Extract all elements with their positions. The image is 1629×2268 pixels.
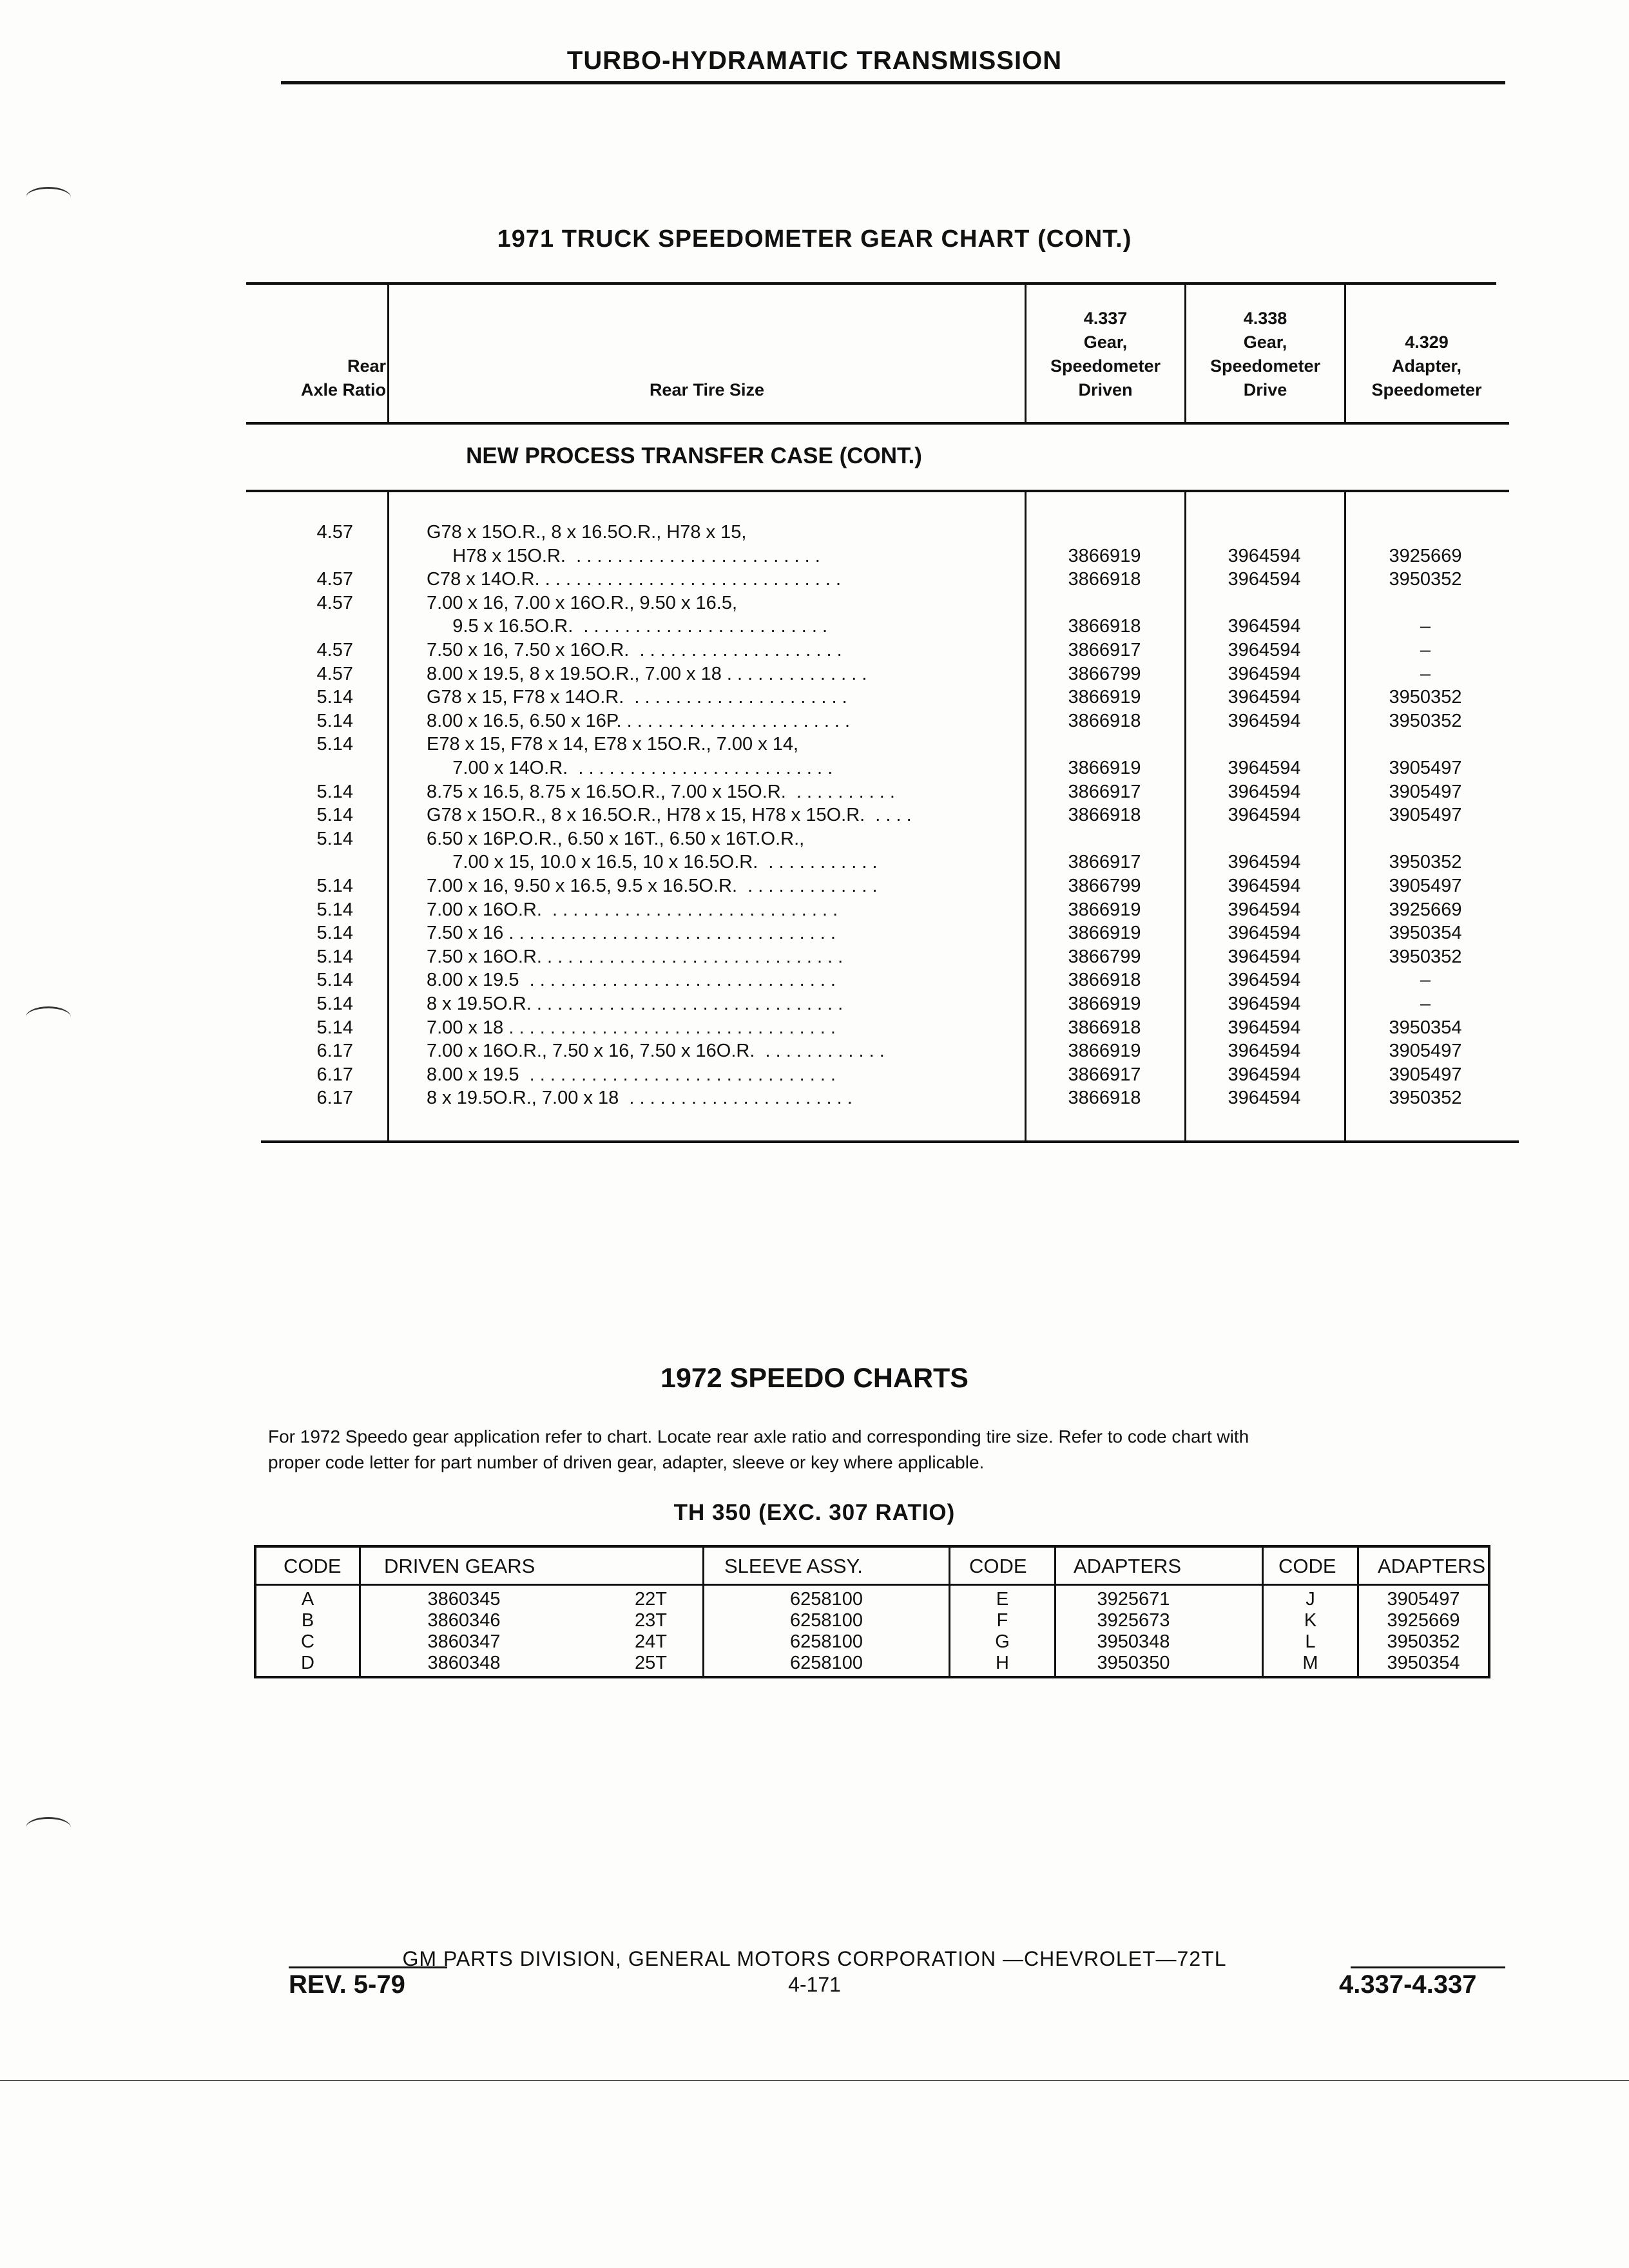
code-table-top bbox=[254, 1545, 1490, 1548]
driven-gear-cell: 3866918 bbox=[1068, 1017, 1141, 1038]
adapter-cell: 3905497 bbox=[1389, 758, 1462, 778]
tire-size-cell: 7.00 x 16O.R. . . . . . . . . . . . . . . . . . . . . . . . . . . . . bbox=[427, 899, 838, 920]
tooth-count-cell: 22T bbox=[635, 1589, 667, 1610]
tire-size-cell: 6.50 x 16P.O.R., 6.50 x 16T., 6.50 x 16T.O.R., bbox=[427, 828, 805, 849]
tire-size-cell: 7.00 x 15, 10.0 x 16.5, 10 x 16.5O.R. . . . . . . . . . . . bbox=[427, 852, 878, 873]
driven-gear-cell: 3866919 bbox=[1068, 758, 1141, 778]
drive-gear-cell: 3964594 bbox=[1228, 640, 1301, 660]
adapter-cell: – bbox=[1420, 970, 1431, 991]
tire-size-cell: 8.00 x 19.5 . . . . . . . . . . . . . . . . . . . . . . . . . . . . . . bbox=[427, 1064, 836, 1085]
driven-gear-cell: 3866918 bbox=[1068, 710, 1141, 731]
adapter-part-cell: 3925669 bbox=[1387, 1610, 1460, 1631]
adapter-cell: 3950352 bbox=[1389, 946, 1462, 967]
driven-gear-part-cell: 3860347 bbox=[427, 1631, 501, 1652]
driven-gear-cell: 3866919 bbox=[1068, 923, 1141, 944]
driven-gear-cell: 3866799 bbox=[1068, 946, 1141, 967]
code-letter-cell: D bbox=[301, 1653, 314, 1673]
axle-ratio-cell: 5.14 bbox=[316, 734, 353, 755]
tooth-count-cell: 24T bbox=[635, 1631, 667, 1652]
driven-gear-cell: 3866919 bbox=[1068, 545, 1141, 566]
section-subtitle: NEW PROCESS TRANSFER CASE (CONT.) bbox=[466, 443, 922, 468]
col-header-drive-line3: Speedometer bbox=[1210, 356, 1321, 376]
driven-gear-part-cell: 3860345 bbox=[427, 1589, 501, 1610]
driven-gear-cell: 3866918 bbox=[1068, 569, 1141, 590]
axle-ratio-cell: 4.57 bbox=[316, 663, 353, 684]
driven-gear-cell: 3866918 bbox=[1068, 1088, 1141, 1109]
adapter-part-cell: 3950352 bbox=[1387, 1631, 1460, 1652]
col-header-adapter-line1: 4.329 bbox=[1405, 332, 1449, 352]
adapter-cell: 3925669 bbox=[1389, 899, 1462, 920]
sleeve-part-cell: 6258100 bbox=[790, 1631, 863, 1652]
tire-size-cell: 7.00 x 18 . . . . . . . . . . . . . . . . . . . . . . . . . . . . . . . . bbox=[427, 1017, 836, 1038]
adapter-cell: 3950352 bbox=[1389, 687, 1462, 708]
adapter-cell: – bbox=[1420, 994, 1431, 1014]
chart1-top-rule bbox=[246, 282, 1496, 285]
tire-size-cell: 7.50 x 16 . . . . . . . . . . . . . . . . . . . . . . . . . . . . . . . . bbox=[427, 923, 836, 944]
driven-gear-cell: 3866917 bbox=[1068, 640, 1141, 660]
tire-size-cell: E78 x 15, F78 x 14, E78 x 15O.R., 7.00 x 14, bbox=[427, 734, 799, 755]
adapter-part-cell: 3950354 bbox=[1387, 1653, 1460, 1673]
code-table-header-rule bbox=[254, 1584, 1490, 1586]
col-header-axle-ratio bbox=[247, 354, 386, 402]
drive-gear-cell: 3964594 bbox=[1228, 1017, 1301, 1038]
code-letter-cell: M bbox=[1302, 1653, 1318, 1673]
sleeve-part-cell: 6258100 bbox=[790, 1589, 863, 1610]
tire-size-cell: 8.00 x 19.5, 8 x 19.5O.R., 7.00 x 18 . . . . . . . . . . . . . . bbox=[427, 663, 867, 684]
chart1-body-vline-3 bbox=[1184, 491, 1186, 1142]
code-header-driven-gears: DRIVEN GEARS bbox=[384, 1555, 535, 1577]
tire-size-cell: 7.00 x 16, 9.50 x 16.5, 9.5 x 16.5O.R. . . . . . . . . . . . . . bbox=[427, 876, 878, 896]
code-letter-cell: H bbox=[996, 1653, 1009, 1673]
tire-size-cell: G78 x 15O.R., 8 x 16.5O.R., H78 x 15, bbox=[427, 522, 747, 543]
adapter-cell: 3950354 bbox=[1389, 1017, 1462, 1038]
drive-gear-cell: 3964594 bbox=[1228, 545, 1301, 566]
axle-ratio-cell: 5.14 bbox=[316, 923, 353, 944]
drive-gear-cell: 3964594 bbox=[1228, 923, 1301, 944]
code-letter-cell: G bbox=[995, 1631, 1010, 1652]
tire-size-cell: 8 x 19.5O.R., 7.00 x 18 . . . . . . . . . . . . . . . . . . . . . . bbox=[427, 1088, 853, 1109]
drive-gear-cell: 3964594 bbox=[1228, 852, 1301, 873]
footer-revision: REV. 5-79 bbox=[289, 1970, 405, 1999]
punch-mark-bottom bbox=[26, 1817, 71, 1838]
axle-ratio-cell: 6.17 bbox=[316, 1064, 353, 1085]
adapter-cell: 3925669 bbox=[1389, 545, 1462, 566]
speedo-note-line2: proper code letter for part number of driven gear, adapter, sleeve or key where applicable. bbox=[268, 1452, 985, 1472]
col-header-driven-line1: 4.337 bbox=[1083, 309, 1128, 328]
driven-gear-cell: 3866919 bbox=[1068, 994, 1141, 1014]
tire-size-cell: 9.5 x 16.5O.R. . . . . . . . . . . . . . . . . . . . . . . . . bbox=[427, 616, 828, 637]
adapter-part-cell: 3950348 bbox=[1097, 1631, 1170, 1652]
code-letter-cell: C bbox=[301, 1631, 314, 1652]
adapter-cell: 3950352 bbox=[1389, 569, 1462, 590]
adapter-cell: – bbox=[1420, 616, 1431, 637]
drive-gear-cell: 3964594 bbox=[1228, 876, 1301, 896]
code-letter-cell: F bbox=[996, 1610, 1008, 1631]
speedo-note bbox=[268, 1424, 1518, 1475]
tire-size-cell: H78 x 15O.R. . . . . . . . . . . . . . . . . . . . . . . . . bbox=[427, 545, 820, 566]
col-header-driven bbox=[1027, 307, 1184, 402]
axle-ratio-cell: 6.17 bbox=[316, 1088, 353, 1109]
footer-publisher: GM PARTS DIVISION, GENERAL MOTORS CORPORATION —CHEVROLET—72TL bbox=[402, 1947, 1227, 1970]
drive-gear-cell: 3964594 bbox=[1228, 758, 1301, 778]
chart1-body-vline-1 bbox=[387, 491, 389, 1142]
code-header-code2: CODE bbox=[969, 1555, 1027, 1577]
chart1-vline-1 bbox=[387, 282, 389, 423]
drive-gear-cell: 3964594 bbox=[1228, 781, 1301, 802]
axle-ratio-cell: 5.14 bbox=[316, 899, 353, 920]
drive-gear-cell: 3964594 bbox=[1228, 710, 1301, 731]
code-letter-cell: K bbox=[1304, 1610, 1317, 1631]
axle-ratio-cell: 4.57 bbox=[316, 569, 353, 590]
chart1-title: 1971 TRUCK SPEEDOMETER GEAR CHART (CONT.) bbox=[497, 226, 1132, 253]
adapter-cell: 3905497 bbox=[1389, 781, 1462, 802]
adapter-cell: 3950352 bbox=[1389, 710, 1462, 731]
speedo-note-line1: For 1972 Speedo gear application refer to chart. Locate rear axle ratio and corresponding tire size. Refer to code chart with bbox=[268, 1427, 1249, 1446]
tire-size-cell: G78 x 15O.R., 8 x 16.5O.R., H78 x 15, H78 x 15O.R. . . . . bbox=[427, 805, 912, 826]
code-letter-cell: B bbox=[301, 1610, 314, 1631]
adapter-cell: 3950354 bbox=[1389, 923, 1462, 944]
drive-gear-cell: 3964594 bbox=[1228, 946, 1301, 967]
speedo-title: 1972 SPEEDO CHARTS bbox=[660, 1363, 969, 1394]
sleeve-part-cell: 6258100 bbox=[790, 1610, 863, 1631]
axle-ratio-cell: 6.17 bbox=[316, 1041, 353, 1062]
code-letter-cell: A bbox=[301, 1589, 314, 1610]
col-header-adapter-line2: Adapter, bbox=[1391, 356, 1462, 376]
axle-ratio-cell: 4.57 bbox=[316, 522, 353, 543]
axle-ratio-cell: 4.57 bbox=[316, 640, 353, 660]
tire-size-cell: G78 x 15, F78 x 14O.R. . . . . . . . . . . . . . . . . . . . . . bbox=[427, 687, 847, 708]
sleeve-part-cell: 6258100 bbox=[790, 1653, 863, 1673]
tire-size-cell: 8.00 x 16.5, 6.50 x 16P. . . . . . . . . . . . . . . . . . . . . . . bbox=[427, 710, 851, 731]
tire-size-cell: 7.00 x 16O.R., 7.50 x 16, 7.50 x 16O.R. . . . . . . . . . . . . bbox=[427, 1041, 885, 1062]
driven-gear-cell: 3866918 bbox=[1068, 616, 1141, 637]
col-header-driven-line2: Gear, bbox=[1083, 332, 1128, 352]
driven-gear-cell: 3866917 bbox=[1068, 781, 1141, 802]
drive-gear-cell: 3964594 bbox=[1228, 1041, 1301, 1062]
driven-gear-cell: 3866917 bbox=[1068, 1064, 1141, 1085]
chart1-section-rule bbox=[246, 490, 1509, 492]
col-header-driven-line3: Speedometer bbox=[1050, 356, 1161, 376]
adapter-part-cell: 3925673 bbox=[1097, 1610, 1170, 1631]
drive-gear-cell: 3964594 bbox=[1228, 805, 1301, 826]
drive-gear-cell: 3964594 bbox=[1228, 1088, 1301, 1109]
adapter-cell: 3905497 bbox=[1389, 805, 1462, 826]
chart1-bottom-rule bbox=[261, 1140, 1519, 1143]
tire-size-cell: 7.00 x 14O.R. . . . . . . . . . . . . . . . . . . . . . . . . . bbox=[427, 758, 833, 778]
driven-gear-cell: 3866799 bbox=[1068, 876, 1141, 896]
driven-gear-cell: 3866918 bbox=[1068, 970, 1141, 991]
tire-size-cell: 8.75 x 16.5, 8.75 x 16.5O.R., 7.00 x 15O.R. . . . . . . . . . . bbox=[427, 781, 895, 802]
adapter-cell: – bbox=[1420, 663, 1431, 684]
code-letter-cell: J bbox=[1306, 1589, 1315, 1610]
axle-ratio-cell: 4.57 bbox=[316, 592, 353, 613]
adapter-cell: 3905497 bbox=[1389, 876, 1462, 896]
col-header-tire-size: Rear Tire Size bbox=[649, 380, 765, 399]
punch-mark-middle bbox=[26, 1006, 71, 1028]
footer-page-number: 4-171 bbox=[788, 1973, 841, 1996]
adapter-part-cell: 3905497 bbox=[1387, 1589, 1460, 1610]
col-header-drive bbox=[1186, 307, 1344, 402]
code-header-adapters1: ADAPTERS bbox=[1074, 1555, 1182, 1577]
axle-ratio-cell: 5.14 bbox=[316, 970, 353, 991]
drive-gear-cell: 3964594 bbox=[1228, 994, 1301, 1014]
code-letter-cell: L bbox=[1305, 1631, 1316, 1652]
tire-size-cell: C78 x 14O.R. . . . . . . . . . . . . . . . . . . . . . . . . . . . . . bbox=[427, 569, 841, 590]
driven-gear-cell: 3866919 bbox=[1068, 899, 1141, 920]
tooth-count-cell: 23T bbox=[635, 1610, 667, 1631]
col-header-adapter-line3: Speedometer bbox=[1371, 380, 1482, 399]
axle-ratio-cell: 5.14 bbox=[316, 781, 353, 802]
code-header-code3: CODE bbox=[1278, 1555, 1336, 1577]
driven-gear-cell: 3866917 bbox=[1068, 852, 1141, 873]
chart1-header-rule bbox=[246, 422, 1509, 425]
code-table-v1 bbox=[359, 1545, 361, 1678]
drive-gear-cell: 3964594 bbox=[1228, 616, 1301, 637]
axle-ratio-cell: 5.14 bbox=[316, 946, 353, 967]
page-bottom-rule bbox=[0, 2080, 1629, 2081]
col-header-drive-line1: 4.338 bbox=[1243, 309, 1287, 328]
chart1-body-vline-2 bbox=[1025, 491, 1027, 1142]
axle-ratio-cell: 5.14 bbox=[316, 710, 353, 731]
driven-gear-cell: 3866918 bbox=[1068, 805, 1141, 826]
tire-size-cell: 7.50 x 16O.R. . . . . . . . . . . . . . . . . . . . . . . . . . . . . . bbox=[427, 946, 843, 967]
footer-section-code: 4.337-4.337 bbox=[1339, 1970, 1477, 1999]
drive-gear-cell: 3964594 bbox=[1228, 687, 1301, 708]
driven-gear-cell: 3866919 bbox=[1068, 1041, 1141, 1062]
code-header-adapters2: ADAPTERS bbox=[1378, 1555, 1486, 1577]
driven-gear-cell: 3866799 bbox=[1068, 663, 1141, 684]
th350-table-title: TH 350 (EXC. 307 RATIO) bbox=[673, 1500, 956, 1525]
code-table-bottom bbox=[254, 1676, 1490, 1678]
axle-ratio-cell: 5.14 bbox=[316, 687, 353, 708]
adapter-cell: 3905497 bbox=[1389, 1064, 1462, 1085]
page-header-title: TURBO-HYDRAMATIC TRANSMISSION bbox=[566, 46, 1063, 75]
axle-ratio-cell: 5.14 bbox=[316, 805, 353, 826]
tire-size-cell: 8 x 19.5O.R. . . . . . . . . . . . . . . . . . . . . . . . . . . . . . . bbox=[427, 994, 843, 1014]
col-header-drive-line4: Drive bbox=[1243, 380, 1287, 399]
drive-gear-cell: 3964594 bbox=[1228, 663, 1301, 684]
col-header-axle-ratio-line2: Axle Ratio bbox=[300, 380, 386, 399]
adapter-cell: 3905497 bbox=[1389, 1041, 1462, 1062]
tire-size-cell: 7.50 x 16, 7.50 x 16O.R. . . . . . . . . . . . . . . . . . . . . bbox=[427, 640, 842, 660]
driven-gear-part-cell: 3860346 bbox=[427, 1610, 501, 1631]
code-letter-cell: E bbox=[996, 1589, 1009, 1610]
drive-gear-cell: 3964594 bbox=[1228, 899, 1301, 920]
axle-ratio-cell: 5.14 bbox=[316, 994, 353, 1014]
drive-gear-cell: 3964594 bbox=[1228, 1064, 1301, 1085]
adapter-part-cell: 3925671 bbox=[1097, 1589, 1170, 1610]
adapter-part-cell: 3950350 bbox=[1097, 1653, 1170, 1673]
col-header-driven-line4: Driven bbox=[1078, 380, 1133, 399]
col-header-axle-ratio-line1: Rear bbox=[347, 356, 386, 376]
col-header-adapter bbox=[1346, 331, 1507, 402]
header-rule bbox=[281, 81, 1505, 84]
col-header-drive-line2: Gear, bbox=[1243, 332, 1287, 352]
driven-gear-part-cell: 3860348 bbox=[427, 1653, 501, 1673]
drive-gear-cell: 3964594 bbox=[1228, 569, 1301, 590]
code-header-sleeve: SLEEVE ASSY. bbox=[724, 1555, 863, 1577]
code-header-code1: CODE bbox=[284, 1555, 342, 1577]
adapter-cell: – bbox=[1420, 640, 1431, 660]
axle-ratio-cell: 5.14 bbox=[316, 1017, 353, 1038]
axle-ratio-cell: 5.14 bbox=[316, 828, 353, 849]
punch-mark-top bbox=[26, 187, 71, 208]
adapter-cell: 3950352 bbox=[1389, 852, 1462, 873]
tooth-count-cell: 25T bbox=[635, 1653, 667, 1673]
tire-size-cell: 8.00 x 19.5 . . . . . . . . . . . . . . . . . . . . . . . . . . . . . . bbox=[427, 970, 836, 991]
code-table-right bbox=[1488, 1545, 1490, 1678]
adapter-cell: 3950352 bbox=[1389, 1088, 1462, 1109]
axle-ratio-cell: 5.14 bbox=[316, 876, 353, 896]
driven-gear-cell: 3866919 bbox=[1068, 687, 1141, 708]
tire-size-cell: 7.00 x 16, 7.00 x 16O.R., 9.50 x 16.5, bbox=[427, 592, 738, 613]
chart1-body-vline-4 bbox=[1344, 491, 1346, 1142]
drive-gear-cell: 3964594 bbox=[1228, 970, 1301, 991]
